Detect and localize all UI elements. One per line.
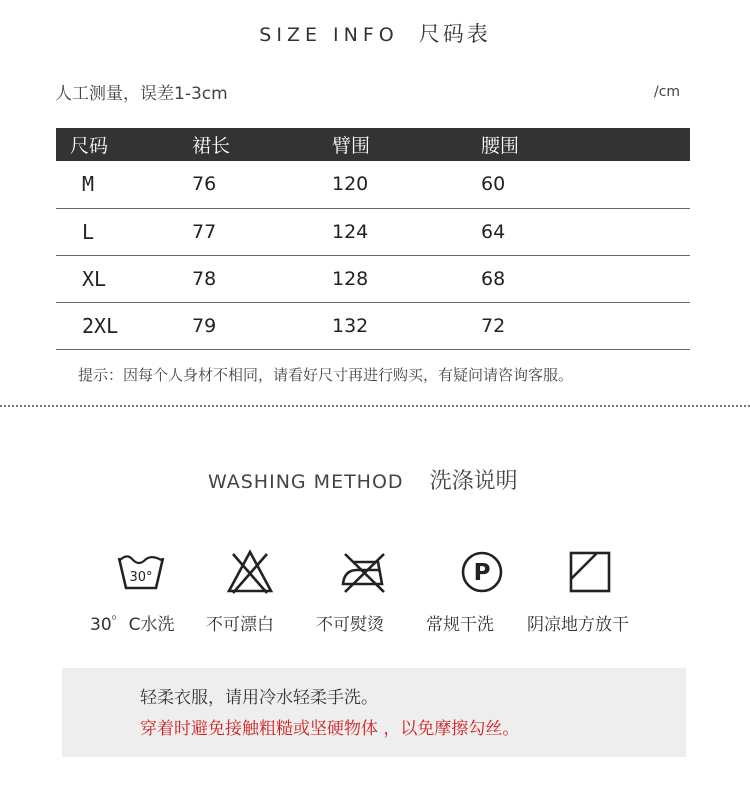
- wash-temp-text: 30°: [129, 570, 153, 585]
- cell-length: 79: [176, 302, 314, 349]
- washing-title-cn: 洗涤说明: [429, 469, 518, 494]
- cell-length: 78: [176, 255, 314, 302]
- shade-dry-label: 阴凉地方放干: [527, 615, 629, 635]
- no-bleach-label: 不可漂白: [206, 615, 274, 635]
- cell-arm: 128: [314, 255, 459, 302]
- cell-arm: 124: [314, 208, 459, 255]
- dry-clean-p-icon: [458, 548, 506, 596]
- cell-size: M: [56, 161, 176, 208]
- no-iron-icon: [340, 548, 388, 596]
- cell-waist: 64: [459, 208, 690, 255]
- washing-title-en: WASHING METHOD: [208, 471, 404, 493]
- cell-arm: 120: [314, 161, 459, 208]
- cell-length: 76: [176, 161, 314, 208]
- cell-length: 77: [176, 208, 314, 255]
- size-info-title: [0, 18, 750, 48]
- wash-30-label: 30゜C水洗: [90, 615, 175, 635]
- header-size: 尺码: [56, 128, 176, 161]
- table-row: [56, 161, 690, 208]
- cell-waist: 68: [459, 255, 690, 302]
- table-row: [56, 208, 690, 255]
- no-iron-label: 不可熨烫: [316, 615, 384, 635]
- table-row: [56, 255, 690, 302]
- care-warning-text: 穿着时避免接触粗糙或坚硬物体 ，以免摩擦勾丝。: [140, 719, 520, 739]
- cell-size: 2XL: [56, 302, 176, 349]
- cell-arm: 132: [314, 302, 459, 349]
- no-bleach-icon: [226, 548, 274, 596]
- cell-size: L: [56, 208, 176, 255]
- unit-label: /cm: [654, 84, 681, 100]
- care-instructions-box: [62, 668, 686, 757]
- header-arm: 臂围: [314, 128, 459, 161]
- size-tip: 提示：因每个人身材不相同，请看好尺寸再进行购买，有疑问请咨询客服。: [78, 366, 574, 384]
- table-row: [56, 302, 690, 349]
- header-waist: 腰围: [459, 128, 690, 161]
- cell-size: XL: [56, 255, 176, 302]
- size-info-title-en: SIZE INFO: [259, 24, 399, 46]
- washing-method-title: [208, 464, 518, 495]
- shade-dry-icon: [566, 548, 614, 596]
- size-info-title-cn: 尺码表: [418, 22, 491, 46]
- wash-30-icon: [117, 548, 165, 596]
- care-instruction-text: 轻柔衣服，请用冷水轻柔手洗。: [140, 688, 378, 708]
- size-table-header: [56, 128, 690, 161]
- cell-waist: 60: [459, 161, 690, 208]
- size-table: [56, 128, 690, 350]
- dry-clean-label: 常规干洗: [426, 615, 494, 635]
- dry-clean-letter: P: [473, 560, 491, 586]
- cell-waist: 72: [459, 302, 690, 349]
- measure-note: 人工测量，误差1-3cm: [55, 84, 228, 104]
- header-length: 裙长: [176, 128, 314, 161]
- section-divider: [0, 405, 750, 407]
